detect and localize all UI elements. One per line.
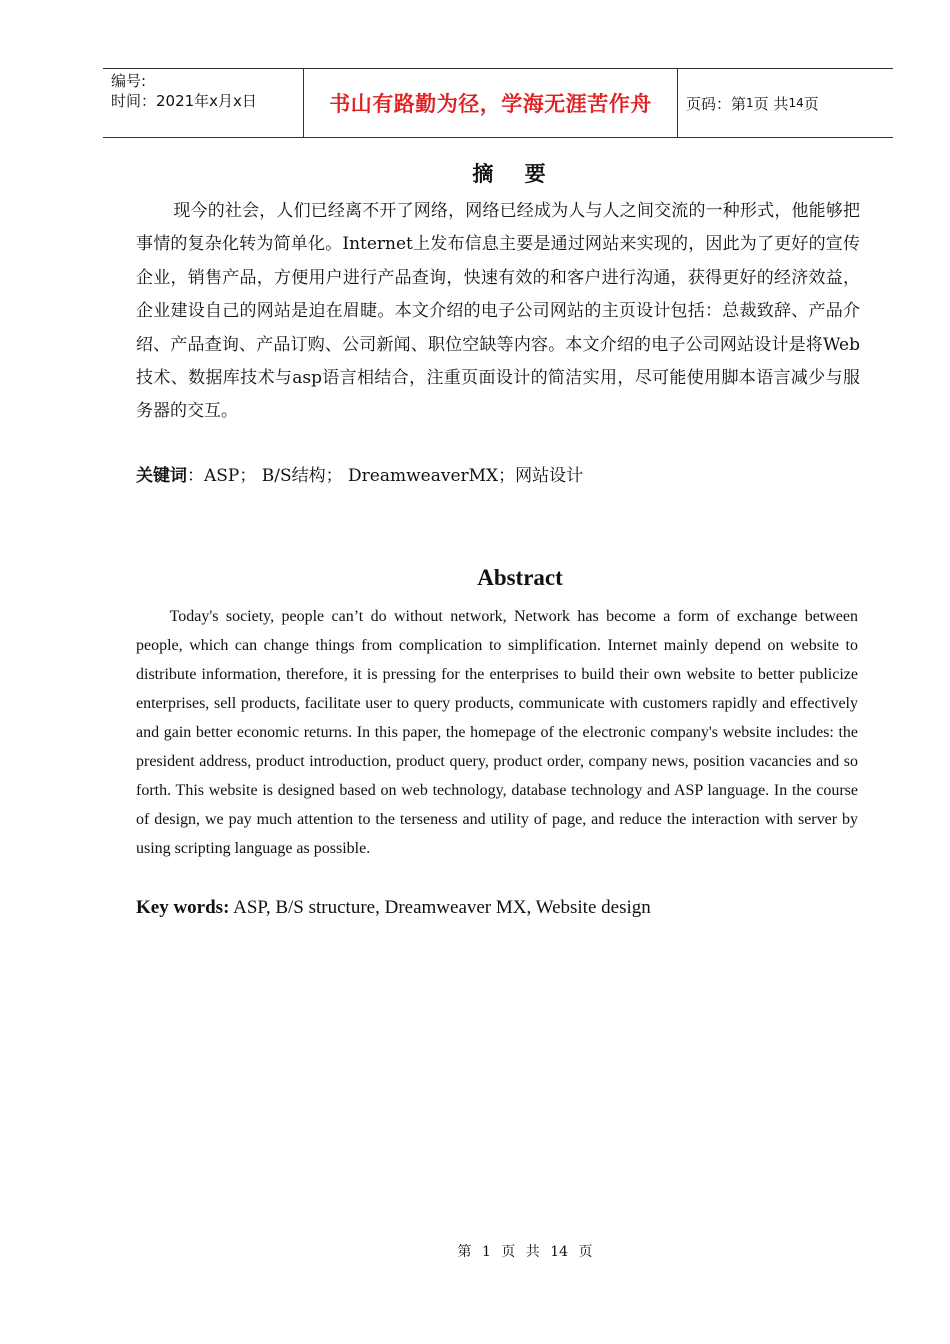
- page-num: 1: [746, 96, 754, 110]
- abstract-cn-title: 摘 要: [472, 161, 558, 186]
- page-total: 14: [788, 96, 804, 110]
- keywords-en: [136, 897, 860, 919]
- abstract-cn-body: 现今的社会，人们已经离不开了网络，网络已经成为人与人之间交流的一种形式，他能够把事情的复杂化转为简单化。Internet上发布信息主要是通过网站来实现的，因此为了更好的宣传企业，销售产品，方便用户进行产品查询，快速有效的和客户进行沟通，获得更好的经济效益，企业建设自己的网站是迫在眉睫。本文介绍的电子公司网站的主页设计包括：总裁致辞、产品介绍、产品查询、产品订购、公司新闻、职位空缺等内容。本文介绍的电子公司网站设计是将Web技术、数据库技术与asp语言相结合，注重页面设计的简洁实用，尽可能使用脚本语言减少与服务器的交互。: [136, 201, 860, 422]
- keywords-en-values: ASP, B/S structure, Dreamweaver MX, Website design: [229, 897, 651, 918]
- keywords-cn-label: 关键词: [136, 466, 187, 486]
- abstract-en-body: Today's society, people can’t do without network, Network has become a form of exchange between people, which can change things from complication to simplification. Internet mainly depend on website to distribute information, therefore, it is pressing for the enterprises to build their own website to better publicize enterprises, sell products, facilitate user to query products, communicate with customers rapidly and effectively and gain better economic returns. In this paper, the homepage of the electronic company's website includes: the president address, product introduction, product query, product order, company news, position vacancies and so forth. This website is designed based on web technology, database technology and ASP language. In the course of design, we pay much attention to the terseness and utility of page, and reduce the interaction with server by using scripting language as possible.: [136, 608, 858, 857]
- header-page-info: [678, 69, 893, 137]
- time-label: 时间：2021年x月x日: [111, 92, 257, 110]
- keywords-cn-values: ：ASP； B/S结构； DreamweaverMX；网站设计: [187, 466, 584, 486]
- keywords-cn: [136, 461, 860, 491]
- page-header: [103, 68, 893, 138]
- page-info-suffix: 页: [803, 94, 819, 113]
- page-info-prefix: 页码：第: [686, 94, 747, 113]
- number-label: 编号:: [111, 72, 147, 90]
- page-footer: 第 1 页 共 14 页: [457, 1244, 593, 1260]
- header-meta: [103, 69, 304, 137]
- page-info-mid: 页 共: [753, 94, 789, 113]
- header-motto: 书山有路勤为径，学海无涯苦作舟: [304, 69, 678, 137]
- keywords-en-label: Key words:: [136, 897, 230, 918]
- abstract-en-title: Abstract: [477, 565, 563, 590]
